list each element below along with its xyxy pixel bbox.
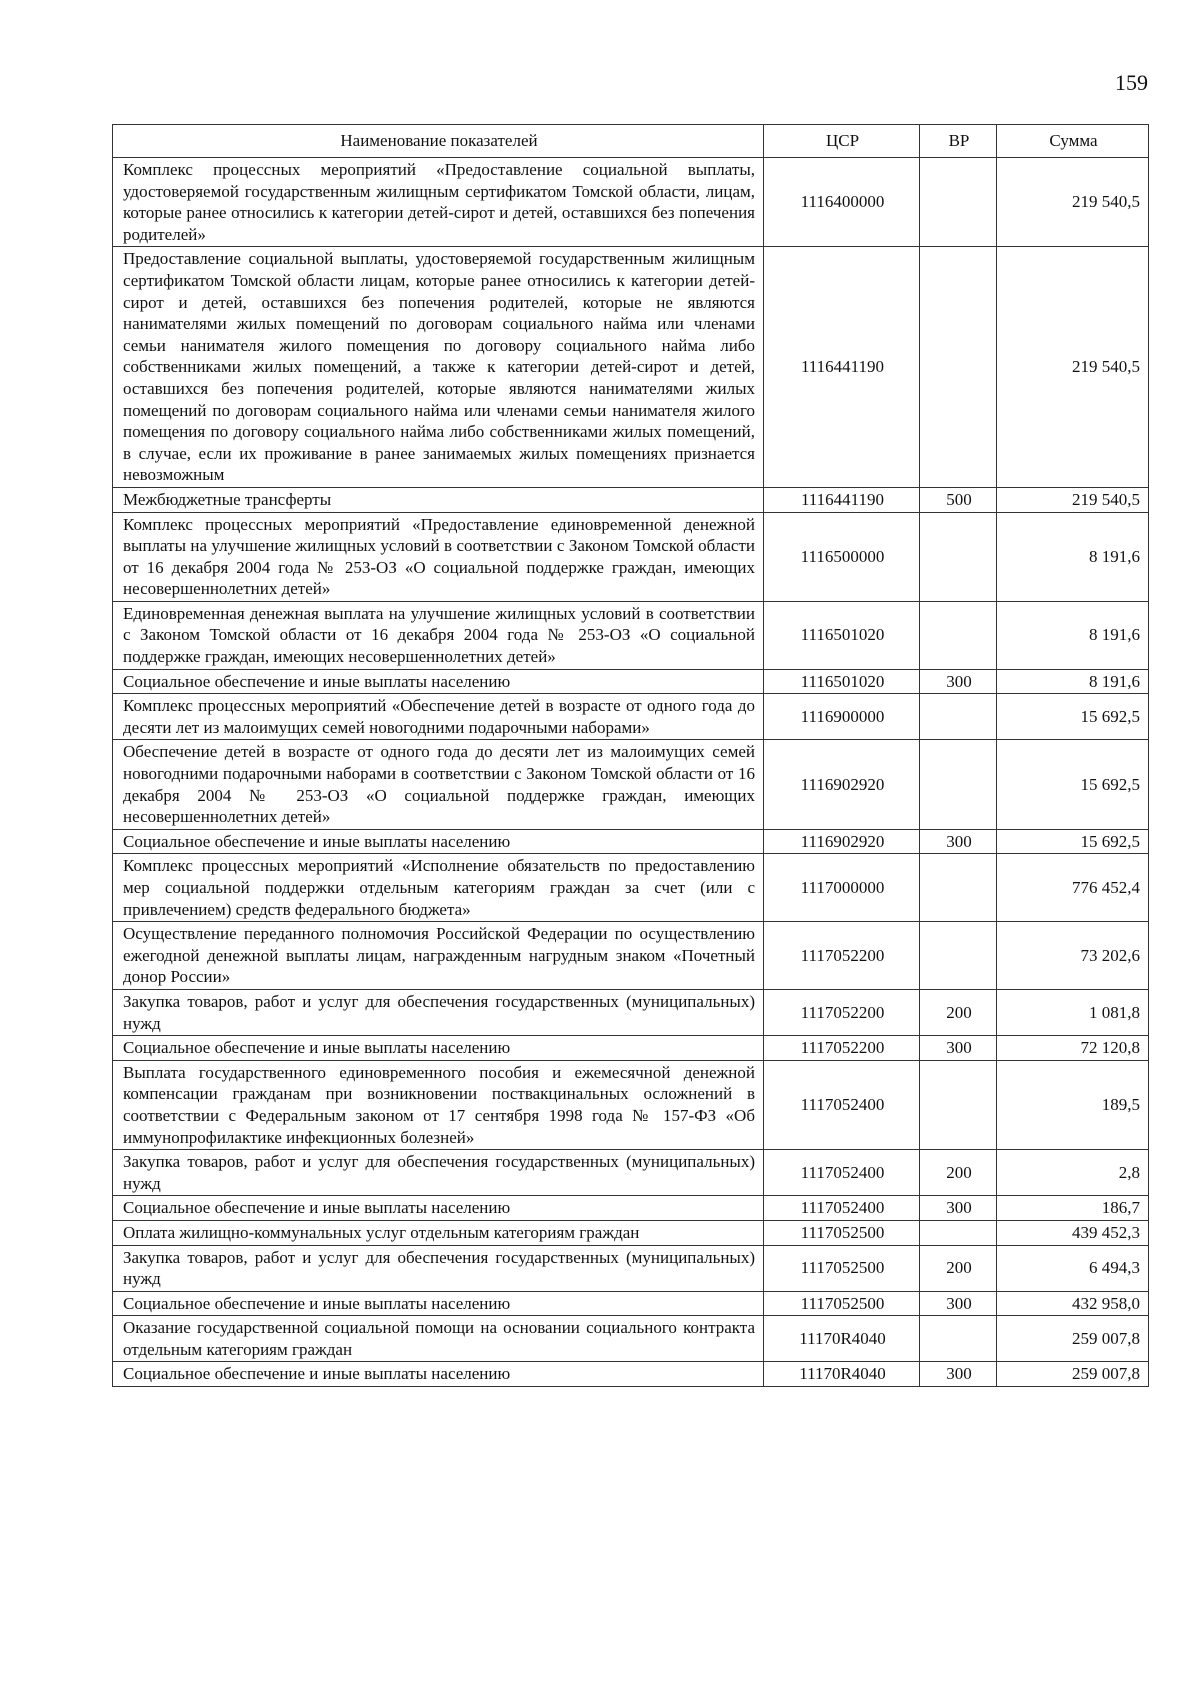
cell-name: Закупка товаров, работ и услуг для обеспечения государственных (муниципальных) нужд	[113, 1150, 764, 1196]
cell-sum: 219 540,5	[997, 487, 1149, 512]
cell-csr: 1117052500	[764, 1291, 920, 1316]
cell-sum: 259 007,8	[997, 1316, 1149, 1362]
cell-vr: 500	[920, 487, 997, 512]
table-row	[113, 247, 1149, 488]
table-header	[113, 125, 1149, 158]
budget-table	[112, 124, 1149, 1387]
cell-csr: 1116500000	[764, 512, 920, 601]
cell-name: Закупка товаров, работ и услуг для обеспечения государственных (муниципальных) нужд	[113, 1245, 764, 1291]
table-row	[113, 1196, 1149, 1221]
cell-csr: 1117052500	[764, 1245, 920, 1291]
cell-sum: 219 540,5	[997, 158, 1149, 247]
table-row	[113, 922, 1149, 990]
table-row	[113, 694, 1149, 740]
cell-sum: 15 692,5	[997, 829, 1149, 854]
cell-name: Оплата жилищно-коммунальных услуг отдельным категориям граждан	[113, 1220, 764, 1245]
cell-vr: 200	[920, 989, 997, 1035]
cell-sum: 776 452,4	[997, 854, 1149, 922]
cell-vr: 200	[920, 1150, 997, 1196]
cell-name: Социальное обеспечение и иные выплаты населению	[113, 1362, 764, 1387]
cell-sum: 8 191,6	[997, 512, 1149, 601]
page-number: 159	[1115, 70, 1148, 95]
cell-name: Социальное обеспечение и иные выплаты населению	[113, 1036, 764, 1061]
cell-sum: 2,8	[997, 1150, 1149, 1196]
table-row	[113, 1150, 1149, 1196]
cell-csr: 1117052500	[764, 1220, 920, 1245]
cell-name: Осуществление переданного полномочия Российской Федерации по осуществлению ежегодной денежной выплаты лицам, награжденным нагрудным знаком «Почетный донор России»	[113, 922, 764, 990]
cell-vr: 300	[920, 1036, 997, 1061]
cell-name: Оказание государственной социальной помощи на основании социального контракта отдельным категориям граждан	[113, 1316, 764, 1362]
cell-csr: 1116902920	[764, 829, 920, 854]
header-row	[113, 125, 1149, 158]
table-row	[113, 854, 1149, 922]
table-row	[113, 1036, 1149, 1061]
cell-csr: 1116441190	[764, 247, 920, 488]
table-row	[113, 740, 1149, 829]
table-row	[113, 989, 1149, 1035]
cell-name: Социальное обеспечение и иные выплаты населению	[113, 1291, 764, 1316]
cell-vr	[920, 158, 997, 247]
cell-csr: 1116501020	[764, 601, 920, 669]
cell-sum: 8 191,6	[997, 601, 1149, 669]
table-row	[113, 1291, 1149, 1316]
table-row	[113, 158, 1149, 247]
table-row	[113, 512, 1149, 601]
cell-sum: 6 494,3	[997, 1245, 1149, 1291]
cell-vr	[920, 512, 997, 601]
table-row	[113, 487, 1149, 512]
cell-vr	[920, 854, 997, 922]
cell-name: Закупка товаров, работ и услуг для обеспечения государственных (муниципальных) нужд	[113, 989, 764, 1035]
cell-vr	[920, 694, 997, 740]
cell-csr: 11170R4040	[764, 1316, 920, 1362]
cell-name: Комплекс процессных мероприятий «Исполнение обязательств по предоставлению мер социальной поддержки отдельным категориям граждан за счет (или с привлечением) средств федерального бюджета»	[113, 854, 764, 922]
cell-vr	[920, 247, 997, 488]
cell-csr: 11170R4040	[764, 1362, 920, 1387]
table-row	[113, 601, 1149, 669]
cell-csr: 1116900000	[764, 694, 920, 740]
cell-csr: 1117052200	[764, 1036, 920, 1061]
cell-name: Комплекс процессных мероприятий «Предоставление социальной выплаты, удостоверяемой государственным жилищным сертификатом Томской области, лицам, которые ранее относились к категории детей-сирот и детей, оставшихся без попечения родителей»	[113, 158, 764, 247]
cell-csr: 1117052400	[764, 1060, 920, 1149]
cell-vr: 300	[920, 829, 997, 854]
cell-csr: 1117052200	[764, 922, 920, 990]
cell-vr	[920, 922, 997, 990]
cell-name: Комплекс процессных мероприятий «Обеспечение детей в возрасте от одного года до десяти лет из малоимущих семей новогодними подарочными наборами»	[113, 694, 764, 740]
cell-csr: 1116400000	[764, 158, 920, 247]
cell-name: Социальное обеспечение и иные выплаты населению	[113, 1196, 764, 1221]
table-row	[113, 669, 1149, 694]
cell-csr: 1116501020	[764, 669, 920, 694]
cell-vr	[920, 1060, 997, 1149]
table-row	[113, 1316, 1149, 1362]
cell-sum: 8 191,6	[997, 669, 1149, 694]
cell-sum: 219 540,5	[997, 247, 1149, 488]
cell-vr: 200	[920, 1245, 997, 1291]
header-vr: ВР	[920, 125, 997, 158]
cell-sum: 72 120,8	[997, 1036, 1149, 1061]
cell-name: Межбюджетные трансферты	[113, 487, 764, 512]
cell-name: Предоставление социальной выплаты, удостоверяемой государственным жилищным сертификатом Томской области лицам, которые ранее относились к категории детей-сирот и детей, оставшихся без попечения родителей, которые не являются нанимателями жилых помещений по договорам социального найма или членами семьи нанимателя жилого помещения по договору социального найма либо собственниками жилых помещений, а также к категории детей-сирот и детей, оставшихся без попечения родителей, которые являются нанимателями жилых помещений по договорам социального найма или членами семьи нанимателя жилого помещения по договору социального найма либо собственниками жилых помещений, в случае, если их проживание в ранее занимаемых жилых помещениях признается невозможным	[113, 247, 764, 488]
cell-vr	[920, 1220, 997, 1245]
cell-name: Выплата государственного единовременного пособия и ежемесячной денежной компенсации гражданам при возникновении поствакцинальных осложнений в соответствии с Федеральным законом от 17 сентября 1998 года № 157-ФЗ «Об иммунопрофилактике инфекционных болезней»	[113, 1060, 764, 1149]
cell-sum: 439 452,3	[997, 1220, 1149, 1245]
cell-vr: 300	[920, 669, 997, 694]
header-csr: ЦСР	[764, 125, 920, 158]
cell-csr: 1117052400	[764, 1196, 920, 1221]
cell-sum: 1 081,8	[997, 989, 1149, 1035]
cell-name: Единовременная денежная выплата на улучшение жилищных условий в соответствии с Законом Томской области от 16 декабря 2004 года № 253-ОЗ «О социальной поддержке граждан, имеющих несовершеннолетних детей»	[113, 601, 764, 669]
cell-csr: 1117052400	[764, 1150, 920, 1196]
cell-sum: 432 958,0	[997, 1291, 1149, 1316]
cell-sum: 15 692,5	[997, 694, 1149, 740]
cell-vr	[920, 1316, 997, 1362]
table-row	[113, 1220, 1149, 1245]
table-row	[113, 1362, 1149, 1387]
table-row	[113, 1060, 1149, 1149]
cell-vr	[920, 601, 997, 669]
cell-sum: 73 202,6	[997, 922, 1149, 990]
table-row	[113, 829, 1149, 854]
cell-sum: 15 692,5	[997, 740, 1149, 829]
cell-csr: 1116902920	[764, 740, 920, 829]
cell-name: Обеспечение детей в возрасте от одного года до десяти лет из малоимущих семей новогодними подарочными наборами в соответствии с Законом Томской области от 16 декабря 2004 № 253-ОЗ «О социальной поддержке граждан, имеющих несовершеннолетних детей»	[113, 740, 764, 829]
cell-vr: 300	[920, 1291, 997, 1316]
cell-name: Комплекс процессных мероприятий «Предоставление единовременной денежной выплаты на улучшение жилищных условий в соответствии с Законом Томской области от 16 декабря 2004 года № 253-ОЗ «О социальной поддержке граждан, имеющих несовершеннолетних детей»	[113, 512, 764, 601]
cell-csr: 1116441190	[764, 487, 920, 512]
cell-sum: 259 007,8	[997, 1362, 1149, 1387]
cell-sum: 186,7	[997, 1196, 1149, 1221]
cell-sum: 189,5	[997, 1060, 1149, 1149]
table-body	[113, 158, 1149, 1387]
cell-vr	[920, 740, 997, 829]
cell-vr: 300	[920, 1362, 997, 1387]
cell-csr: 1117000000	[764, 854, 920, 922]
header-name: Наименование показателей	[113, 125, 764, 158]
cell-vr: 300	[920, 1196, 997, 1221]
cell-name: Социальное обеспечение и иные выплаты населению	[113, 829, 764, 854]
cell-name: Социальное обеспечение и иные выплаты населению	[113, 669, 764, 694]
cell-csr: 1117052200	[764, 989, 920, 1035]
header-sum: Сумма	[997, 125, 1149, 158]
table-row	[113, 1245, 1149, 1291]
